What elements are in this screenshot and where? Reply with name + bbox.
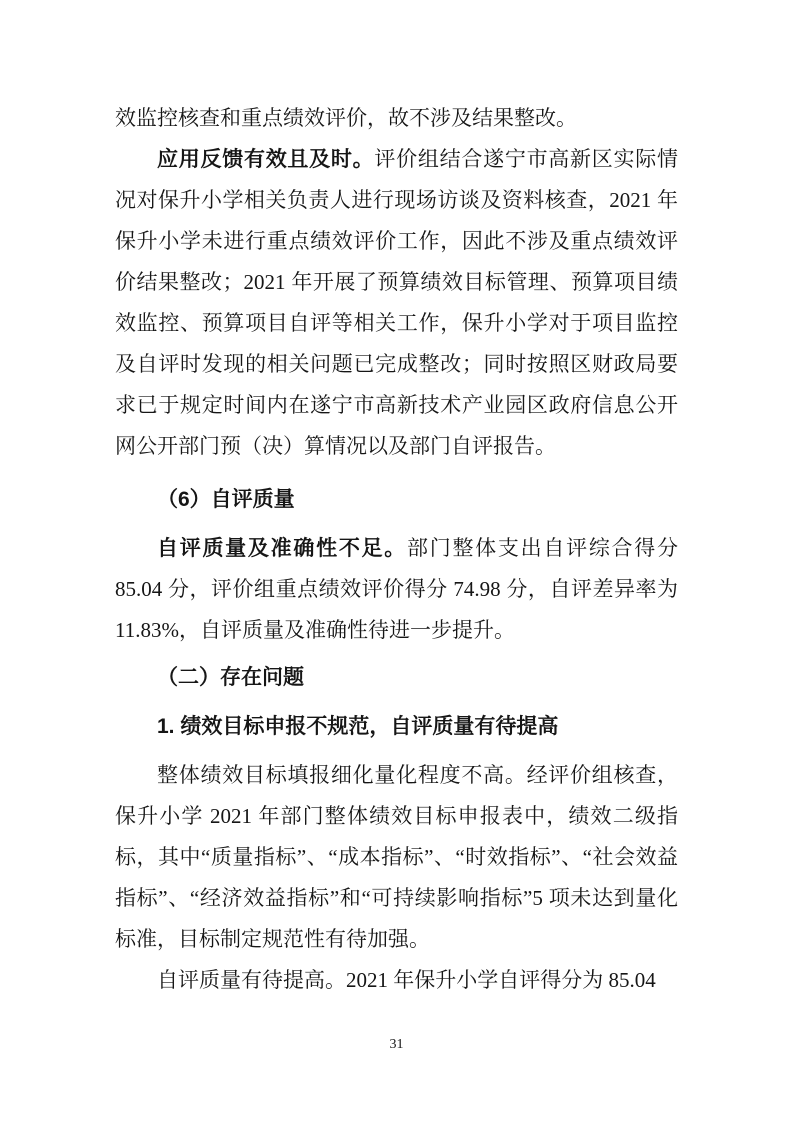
heading-problems-section: （二）存在问题 xyxy=(157,665,304,689)
paragraph-continuation xyxy=(115,98,678,139)
heading-problem-1: 1. 绩效目标申报不规范，自评质量有待提高 xyxy=(157,715,559,738)
paragraph-self-eval-score: 自评质量有待提高。2021 年保升小学自评得分为 85.04 xyxy=(157,968,656,992)
paragraph-self-eval-quality-body: 部门整体支出自评综合得分 85.04 分，评价组重点绩效评价得分 74.98 分，自评差异率为 11.83%，自评质量及准确性待进一步提升。 xyxy=(115,536,678,642)
paragraph-self-eval-quality xyxy=(115,528,678,651)
heading-self-eval-quality: （6）自评质量 xyxy=(157,488,295,511)
paragraph-application-feedback xyxy=(115,139,678,467)
page-number: 31 xyxy=(389,1037,404,1052)
paragraph-application-feedback-lead: 应用反馈有效且及时。 xyxy=(157,148,375,171)
paragraph-self-eval-quality-lead: 自评质量及准确性不足。 xyxy=(157,537,407,560)
paragraph-goal-reporting: 整体绩效目标填报细化量化程度不高。经评价组核查，保升小学 2021 年部门整体绩效目标申报表中，绩效二级指标，其中“质量指标”、“成本指标”、“时效指标”、“社会效益指标”、“经济效益指标”和“可持续影响指标”5 项未达到量化标准，目标制定规范性有待加强。 xyxy=(115,763,678,951)
paragraph-continuation-text: 效监控核查和重点绩效评价，故不涉及结果整改。 xyxy=(115,106,577,130)
page-content xyxy=(115,98,678,1001)
paragraph-application-feedback-body: 评价组结合遂宁市高新区实际情况对保升小学相关负责人进行现场访谈及资料核查，2021 年保升小学未进行重点绩效评价工作，因此不涉及重点绩效评价结果整改；2021 年开展了预算绩效目标管理、预算项目绩效监控、预算项目自评等相关工作，保升小学对于项目监控及自评时发现的相关问题已完成整改；同时按照区财政局要求已于规定时间内在遂宁市高新技术产业园区政府信息公开网公开部门预（决）算情况以及部门自评报告。 xyxy=(115,147,678,458)
